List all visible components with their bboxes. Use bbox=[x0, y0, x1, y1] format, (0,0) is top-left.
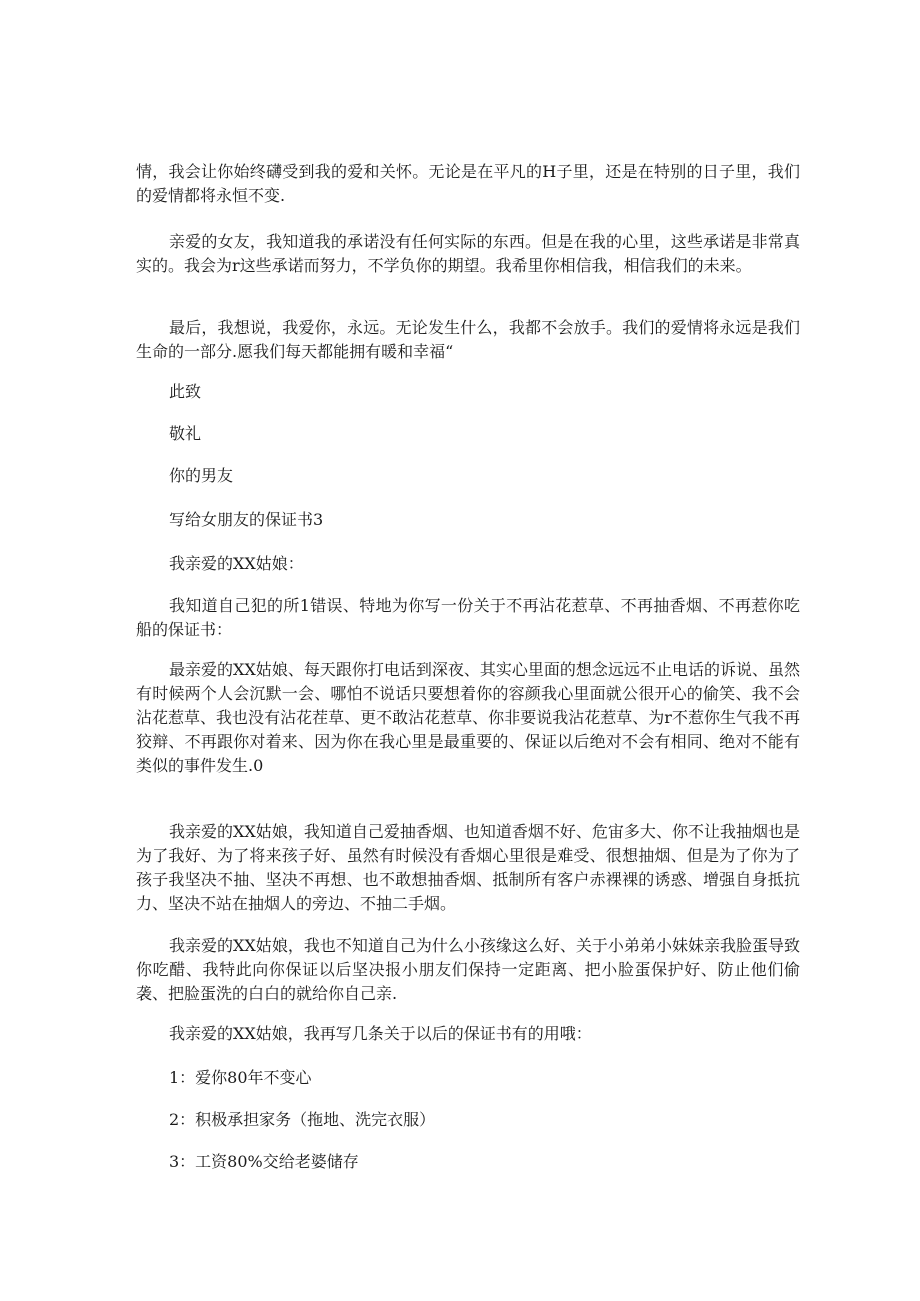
paragraph-promise: 亲爱的女友，我知道我的承诺没有任何实际的东西。但是在我的心里，这些承诺是非常真实的。我会为r这些承诺而努力，不学负你的期望。我希里你相信我，相信我们的未来。 bbox=[136, 232, 800, 275]
section-title: 写给女朋友的保证书3 bbox=[169, 510, 324, 529]
paragraph-finally: 最后，我想说，我爱你，永远。无论发生什么，我都不会放手。我们的爱情将永远是我们生命的一部分.愿我们每天都能拥有暖和幸福“ bbox=[136, 318, 800, 361]
signature-boyfriend: 你的男友 bbox=[169, 466, 234, 485]
paragraph-no-flirting: 最亲爱的XX姑娘、每天跟你打电话到深夜、其实心里面的想念远远不止电话的诉说、虽然有时候两个人会沉默一会、哪怕不说话只要想着你的容颜我心里面就公很开心的偷笑、我不会沾花惹草、我也没有沾花茬草、更不敢沾花惹草、你非要说我沾花惹草、为r不惹你生气我不再狡辩、不再跟你对着来、因为你在我心里是最重要的、保证以后绝对不会有相同、绝对不能有类似的事件发生.0 bbox=[136, 660, 800, 775]
paragraph-no-smoking: 我亲爱的XX姑娘，我知道自己爱抽香烟、也知道香烟不好、危宙多大、你不让我抽烟也是为了我好、为了将来孩子好、虽然有时候没有香烟心里很是难受、很想抽烟、但是为了你为了孩子我坚决不抽、坚决不再想、也不敢想抽香烟、抵制所有客户赤裸裸的诱惑、增强自身抵抗力、坚决不站在抽烟人的旁边、不抽二手烟。 bbox=[136, 822, 800, 913]
paragraph-apology: 我知道自己犯的所1错误、特地为你写一份关于不再沾花惹草、不再抽香烟、不再惹你吃船的保证书： bbox=[136, 596, 800, 639]
paragraph-kids: 我亲爱的XX姑娘，我也不知道自己为什么小孩缘这么好、关于小弟弟小妹妹亲我脸蛋导致你吃醋、我特此向你保证以后坚决报小朋友们保持一定距离、把小脸蛋保护好、防止他们偷袭、把脸蛋洗的白白的就给你自己亲. bbox=[136, 936, 800, 1003]
closing-jingli: 敬礼 bbox=[169, 424, 202, 443]
paragraph-more-promises: 我亲爱的XX姑娘，我再写几条关于以后的保证书有的用哦： bbox=[169, 1024, 592, 1043]
promise-item-1: 1：爱你80年不变心 bbox=[169, 1068, 312, 1087]
paragraph-love-forever: 情，我会让你始终礴受到我的爱和关怀。无论是在平凡的H子里，还是在特别的日子里，我们的爱情都将永恒不变. bbox=[136, 162, 800, 205]
promise-item-2: 2：积极承担家务（拖地、洗完衣服） bbox=[169, 1110, 436, 1129]
closing-cizhi: 此致 bbox=[169, 382, 202, 401]
promise-item-3: 3：工资80%交给老婆储存 bbox=[169, 1152, 359, 1171]
salutation: 我亲爱的XX姑娘： bbox=[169, 554, 304, 573]
